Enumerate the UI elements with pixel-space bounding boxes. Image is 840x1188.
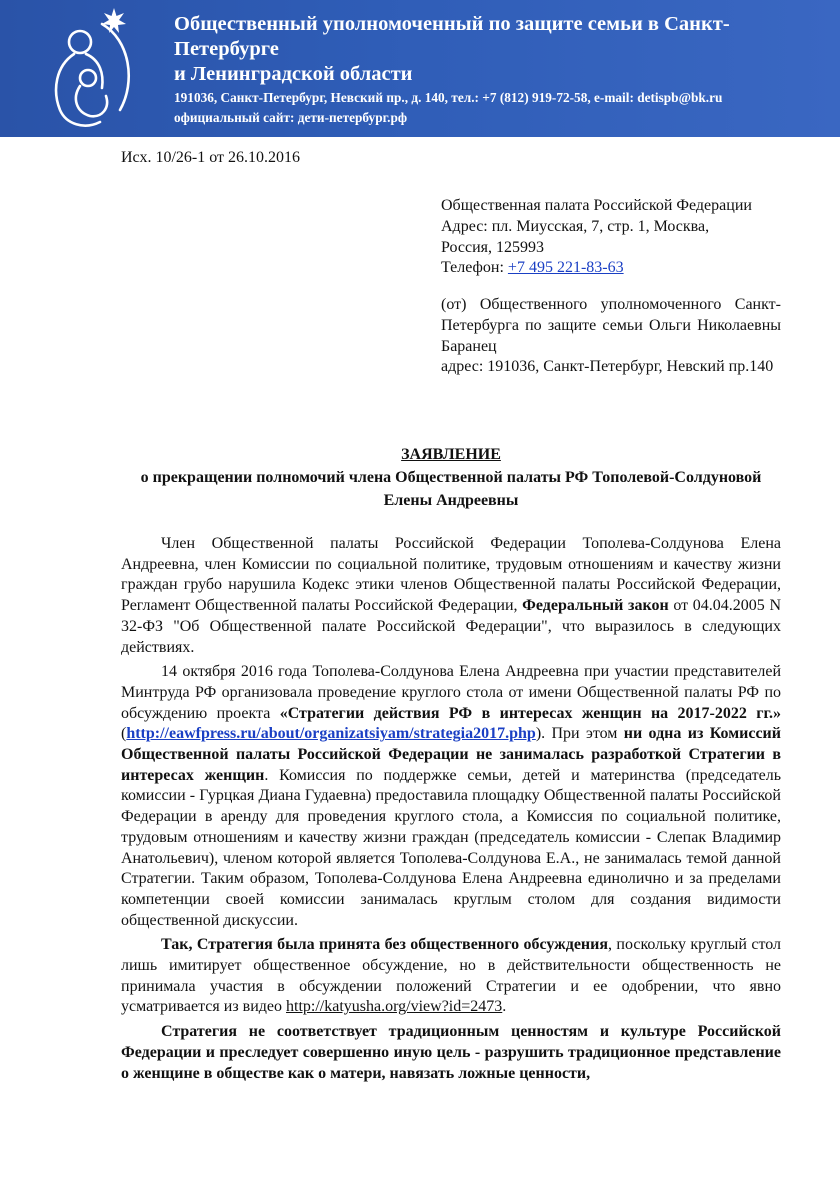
p3-text-c: .	[502, 998, 507, 1016]
letterhead	[0, 0, 840, 137]
video-link[interactable]: http://katyusha.org/view?id=2473	[286, 998, 503, 1016]
phone-label: Телефон:	[441, 259, 508, 277]
paragraph-3	[121, 935, 781, 1018]
p4-bold-text: Стратегия не соответствует традиционным ценностям и культуре Российской Федерации и преследует совершенно иную цель - разрушить традиционное представление о женщине в обществе как о матери, навязать ложные ценности,	[121, 1023, 781, 1082]
contact-address-line: 191036, Санкт-Петербург, Невский пр., д. 140, тел.: +7 (812) 919-72-58, e-mail: detispb@bk.ru	[174, 90, 723, 105]
strategy-link[interactable]: http://eawfpress.ru/about/organizatsiyam/strategia2017.php	[126, 725, 536, 743]
p2-text-f: . Комиссия по поддержке семьи, детей и материнства (председатель комиссии - Гурцкая Диана Гудаевна) предоставила площадку Общественной палаты Российской Федерации в аренду для проведения круглого стола, а Комиссия по социальной политике, трудовым отношениям и качеству жизни граждан (председатель комиссии - Слепак Владимир Анатольевич), членом которой является Тополева-Солдунова Е.А., не занималась темой данной Стратегии. Таким образом, Тополева-Солдунова Елена Андреевна единолично и за пределами компетенции своей комиссии занималась круглым столом для создания видимости общественной дискуссии.	[121, 766, 782, 929]
paragraph-4	[121, 1022, 781, 1084]
org-title-line2: и Ленинградской области	[174, 63, 413, 85]
p1-text-a: Член Общественной палаты Российской Федерации Тополева-Солдунова Елена Андреевна, член Комиссии по социальной политике, трудовым отношениям и качеству жизни граждан грубо нарушила Кодекс этики членов Общественной палаты Российской Федерации, Регламент Общественной палаты Российской Федерации,	[121, 535, 781, 615]
recipient-address-line1: Адрес: пл. Миусская, 7, стр. 1, Москва,	[441, 217, 710, 235]
paragraph-2	[121, 662, 781, 931]
document-title: ЗАЯВЛЕНИЕ	[401, 446, 501, 463]
p2-text-d: ). При этом	[535, 725, 624, 743]
p3-bold-lead: Так, Стратегия была принята без общественного обсуждения	[161, 936, 609, 954]
p1-text-c: от 04.04.2005 N 32-ФЗ "Об Общественной палате Российской Федерации", что выразилось в следующих действиях.	[121, 597, 781, 656]
letter-body	[121, 534, 781, 1088]
recipient-phone-line	[441, 258, 781, 279]
sender-from: (от) Общественного уполномоченного Санкт-Петербурга по защите семьи Ольги Николаевны Баранец	[441, 296, 781, 355]
phone-link[interactable]: +7 495 221-83-63	[507, 259, 624, 277]
sender-block	[441, 295, 781, 378]
p2-bold-strategy: «Стратегии действия РФ в интересах женщин на 2017-2022 гг.»	[279, 704, 782, 722]
document-subtitle: о прекращении полномочий члена Общественной палаты РФ Тополевой-Солдуновой Елены Андреевны	[140, 469, 762, 509]
outgoing-reference: Исх. 10/26-1 от 26.10.2016	[121, 149, 300, 166]
p2-text-a: 14 октября 2016 года Тополева-Солдунова Елена Андреевна при участии представителей Минтруда РФ организовала проведение круглого стола от имени Общественной палаты РФ по обсуждению проекта	[121, 663, 781, 722]
sender-address: адрес: 191036, Санкт-Петербург, Невский пр.140	[441, 358, 774, 376]
organization-title	[174, 12, 824, 87]
org-title-line1: Общественный уполномоченный по защите семьи в Санкт-Петербурге	[174, 13, 730, 60]
star-icon	[102, 8, 126, 33]
p2-text-c: (	[121, 725, 127, 743]
p2-bold-commissions: ни одна из Комиссий Общественной палаты Российской Федерации не занималась разработкой Стратегии в интересах женщин	[121, 725, 781, 784]
contact-website-line: официальный сайт: дети-петербург.рф	[174, 110, 408, 125]
paragraph-1	[121, 534, 781, 658]
p3-text-b: , поскольку круглый стол лишь имитирует общественное обсуждение, но в действительности общественность не принимала участия в обсуждении положений Стратегии и ее одобрении, что явно усматривается из видео	[121, 936, 781, 1016]
family-emblem-logo	[44, 4, 142, 134]
recipient-address-line2: Россия, 125993	[441, 238, 545, 256]
recipient-block	[441, 196, 781, 279]
recipient-name: Общественная палата Российской Федерации	[441, 197, 752, 214]
p1-bold-law: Федеральный закон	[522, 597, 669, 615]
